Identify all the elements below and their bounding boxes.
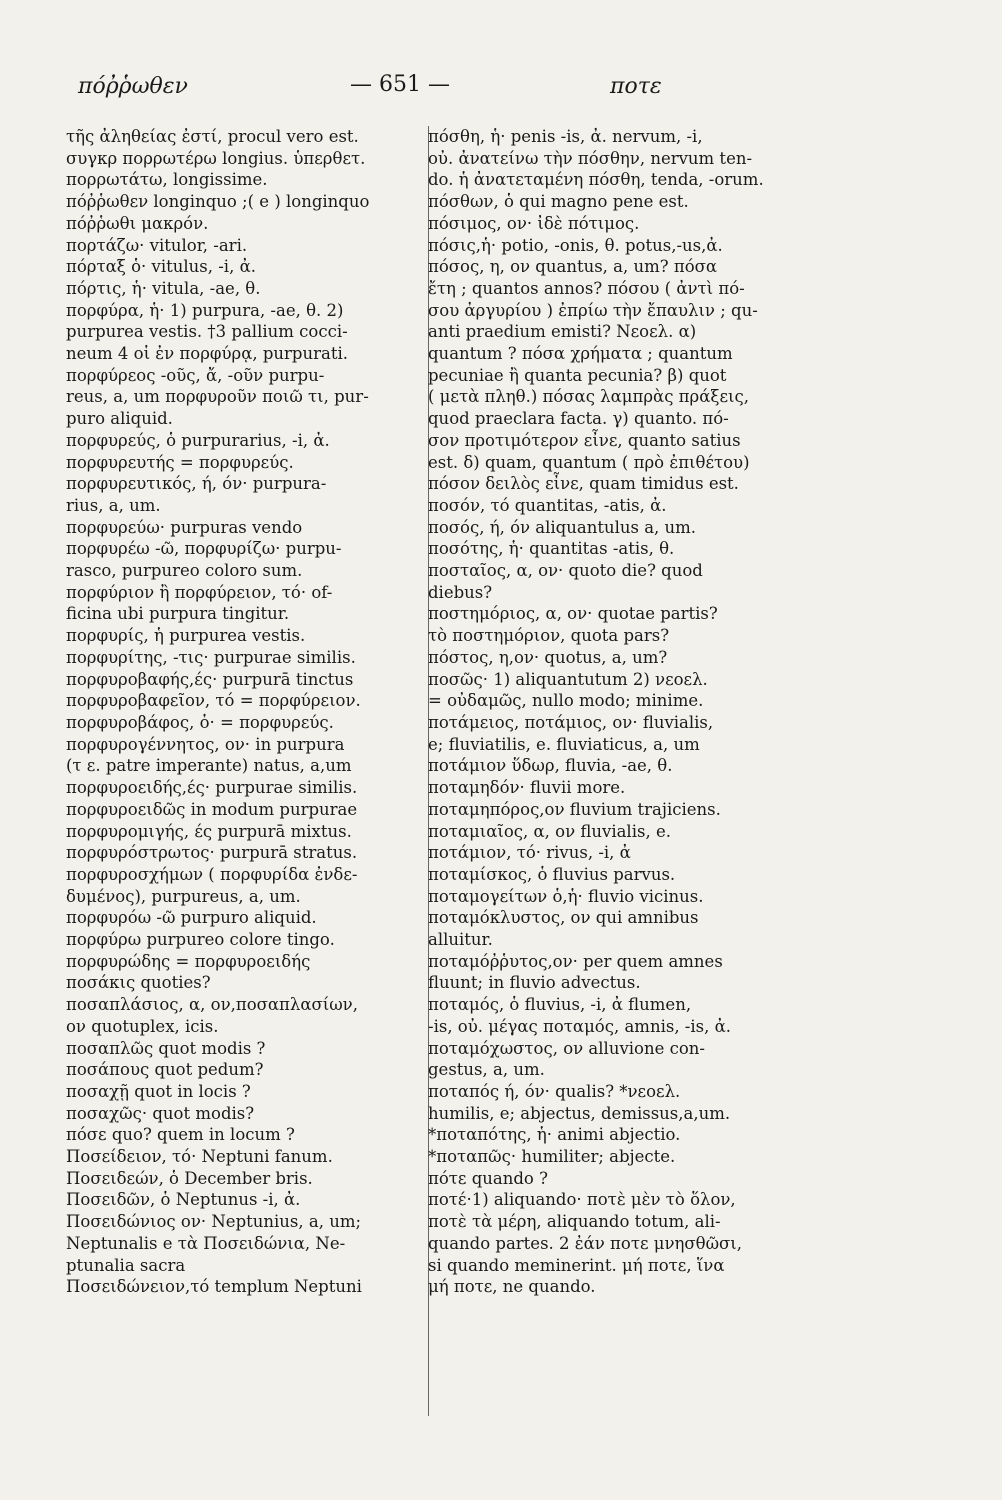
dictionary-entry-line: πορφυρευτής = πορφυρεύς. xyxy=(66,452,294,472)
dictionary-entry-line: ποσαπλῶς quot modis ? xyxy=(66,1038,266,1058)
dictionary-entry-line: ἔτη ; quantos annos? πόσου ( ἀντὶ πό- xyxy=(428,278,745,298)
dictionary-entry-line: do. ἡ ἀνατεταμένη πόσθη, tenda, -orum. xyxy=(428,170,764,190)
dictionary-entry-line: *ποταπῶς· humiliter; abjecte. xyxy=(428,1147,676,1167)
dictionary-entry-line: gestus, a, um. xyxy=(428,1060,545,1080)
dictionary-entry-line: pecuniae ἢ quanta pecunia? β) quot xyxy=(428,365,727,385)
dictionary-entry-line: δυμένος), purpureus, a, um. xyxy=(66,886,301,906)
dictionary-entry-line: ποταμογείτων ὁ,ἡ· fluvio vicinus. xyxy=(428,886,704,906)
dictionary-entry-line: σον προτιμότερον εἶνε, quanto satius xyxy=(428,430,741,450)
dictionary-entry-line: est. δ) quam, quantum ( πρὸ ἐπιθέτου) xyxy=(428,452,750,472)
dictionary-entry-line: e; fluviatilis, e. fluviaticus, a, um xyxy=(428,734,700,754)
dictionary-entry-line: puro aliquid. xyxy=(66,409,173,429)
dictionary-entry-line: ποσόν, τό quantitas, -atis, ἀ. xyxy=(428,495,667,515)
dictionary-entry-line: Neptunalis e τὰ Ποσειδώνια, Ne- xyxy=(66,1233,346,1253)
dictionary-entry-line: ( μετὰ πληθ.) πόσας λαμπρὰς πράξεις, xyxy=(428,387,749,407)
dictionary-entry-line: πορφυροσχήμων ( πορφυρίδα ἐνδε- xyxy=(66,864,358,884)
dictionary-entry-line: neum 4 οἱ ἐν πορφύρᾳ, purpurati. xyxy=(66,344,348,364)
dictionary-page xyxy=(50,70,960,1430)
dictionary-entry-line: πορφυρόω -ῶ purpuro aliquid. xyxy=(66,908,317,928)
dictionary-entry-line: Ποσειδεών, ὁ December bris. xyxy=(66,1168,313,1188)
dictionary-entry-line: (τ ε. patre imperante) natus, a,um xyxy=(66,756,352,776)
dictionary-entry-line: ποτάμιον, τό· rivus, -i, ἀ xyxy=(428,843,631,863)
dictionary-entry-line: quando partes. 2 ἐάν ποτε μνησθῶσι, xyxy=(428,1233,743,1253)
dictionary-entry-line: si quando meminerint. μή ποτε, ἵνα xyxy=(428,1255,725,1275)
dictionary-entry-line: alluitur. xyxy=(428,930,493,950)
right-column xyxy=(428,126,948,1298)
dictionary-entry-line: τὸ ποστημόριον, quota pars? xyxy=(428,626,670,646)
dictionary-entry-line: ποσαχῇ quot in locis ? xyxy=(66,1081,251,1101)
dictionary-entry-line: πόῤῥωθεν longinquo ;( e ) longinquo xyxy=(66,192,370,212)
dictionary-entry-line: πορφυρίς, ἡ purpurea vestis. xyxy=(66,626,306,646)
dictionary-entry-line: anti praedium emisti? Νεοελ. α) xyxy=(428,322,697,342)
dictionary-entry-line: rasco, purpureo coloro sum. xyxy=(66,561,303,581)
dictionary-entry-line: πορφυρίτης, -τις· purpurae similis. xyxy=(66,647,356,667)
dictionary-entry-line: πορφυρομιγής, ές purpurā mixtus. xyxy=(66,821,352,841)
dictionary-entry-line: πορφύρεος -οῦς, ἄ, -οῦν purpu- xyxy=(66,365,325,385)
page-header xyxy=(50,70,960,110)
dictionary-entry-line: diebus? xyxy=(428,582,493,602)
dictionary-entry-line: ποταμόκλυστος, ον qui amnibus xyxy=(428,908,699,928)
page-number: — 651 — xyxy=(350,72,450,97)
dictionary-entry-line: πορτάζω· vitulor, -ari. xyxy=(66,235,248,255)
dictionary-entry-line: πορφυρευτικός, ή, όν· purpura- xyxy=(66,474,327,494)
dictionary-entry-line: ficina ubi purpura tingitur. xyxy=(66,604,290,624)
dictionary-entry-line: συγκρ πορρωτέρω longius. ὑπερθετ. xyxy=(66,148,366,168)
dictionary-entry-line: πορφυρώδης = πορφυροειδής xyxy=(66,951,311,971)
dictionary-entry-line: πορφυροβαφής,ές· purpurā tinctus xyxy=(66,669,354,689)
dictionary-entry-line: πορφυρόστρωτος· purpurā stratus. xyxy=(66,843,358,863)
dictionary-entry-line: πόσον δειλὸς εἶνε, quam timidus est. xyxy=(428,474,739,494)
dictionary-entry-line: quod praeclara facta. γ) quanto. πό- xyxy=(428,409,729,429)
dictionary-entry-line: οὐ. ἀνατείνω τὴν πόσθην, nervum ten- xyxy=(428,148,753,168)
dictionary-entry-line: πορφυροβάφος, ὁ· = πορφυρεύς. xyxy=(66,712,334,732)
header-left-guideword: πόῤῥωθεν xyxy=(78,74,188,99)
dictionary-entry-line: ποτάμιον ὕδωρ, fluvia, -ae, θ. xyxy=(428,756,673,776)
dictionary-entry-line: ποταπός ή, όν· qualis? *νεοελ. xyxy=(428,1081,681,1101)
dictionary-entry-line: ποστημόριος, α, ον· quotae partis? xyxy=(428,604,718,624)
dictionary-entry-line: Ποσειδώνειον,τό templum Neptuni xyxy=(66,1277,362,1297)
dictionary-entry-line: ποτὲ τὰ μέρη, aliquando totum, ali- xyxy=(428,1212,721,1232)
dictionary-entry-line: ποταμός, ὁ fluvius, -i, ἀ flumen, xyxy=(428,995,692,1015)
dictionary-entry-line: σου ἀργυρίου ) ἐπρίω τὴν ἔπαυλιν ; qu- xyxy=(428,300,758,320)
dictionary-entry-line: ποταμηδόν· fluvii more. xyxy=(428,778,626,798)
dictionary-entry-line: ptunalia sacra xyxy=(66,1255,186,1275)
dictionary-entry-line: reus, a, um πορφυροῦν ποιῶ τι, pur- xyxy=(66,387,369,407)
dictionary-entry-line: ποσός, ή, όν aliquantulus a, um. xyxy=(428,517,697,537)
dictionary-entry-line: Ποσειδώνιος ον· Neptunius, a, um; xyxy=(66,1212,362,1232)
dictionary-entry-line: *ποταπότης, ἡ· animi abjectio. xyxy=(428,1125,681,1145)
dictionary-entry-line: humilis, e; abjectus, demissus,a,um. xyxy=(428,1103,731,1123)
dictionary-entry-line: πορφύρω purpureo colore tingo. xyxy=(66,930,335,950)
dictionary-entry-line: πόσις,ἡ· potio, -onis, θ. potus,-us,ἀ. xyxy=(428,235,723,255)
dictionary-entry-line: -is, οὐ. μέγας ποταμός, amnis, -is, ἀ. xyxy=(428,1016,732,1036)
dictionary-entry-line: ποσῶς· 1) aliquantutum 2) νεοελ. xyxy=(428,669,708,689)
dictionary-entry-line: ποταμίσκος, ὁ fluvius parvus. xyxy=(428,864,676,884)
dictionary-entry-line: ον quotuplex, icis. xyxy=(66,1016,219,1036)
dictionary-entry-line: πορφυροβαφεῖον, τό = πορφύρειον. xyxy=(66,691,361,711)
dictionary-entry-line: πόρταξ ὁ· vitulus, -i, ἀ. xyxy=(66,257,256,277)
dictionary-entry-line: πόσιμος, ον· ἰδὲ πότιμος. xyxy=(428,213,640,233)
dictionary-entry-line: ποσάκις quoties? xyxy=(66,973,211,993)
dictionary-entry-line: τῆς ἀληθείας ἐστί, procul vero est. xyxy=(66,127,359,146)
dictionary-entry-line: πορφυρεύω· purpuras vendo xyxy=(66,517,303,537)
dictionary-entry-line: = οὐδαμῶς, nullo modo; minime. xyxy=(428,691,704,711)
dictionary-entry-line: πορφύρα, ἡ· 1) purpura, -ae, θ. 2) xyxy=(66,300,344,320)
dictionary-entry-line: ποσότης, ἡ· quantitas -atis, θ. xyxy=(428,539,675,559)
left-column xyxy=(66,126,430,1298)
dictionary-entry-line: πόσε quo? quem in locum ? xyxy=(66,1125,295,1145)
dictionary-entry-line: fluunt; in fluvio advectus. xyxy=(428,973,641,993)
dictionary-entry-line: πορφυροειδής,ές· purpurae similis. xyxy=(66,778,358,798)
dictionary-entry-line: πόσος, η, ον quantus, a, um? πόσα xyxy=(428,257,718,277)
dictionary-entry-line: μή ποτε, ne quando. xyxy=(428,1277,596,1297)
dictionary-entry-line: πορφυρογέννητος, ον· in purpura xyxy=(66,734,345,754)
dictionary-entry-line: ποτάμειος, ποτάμιος, ον· fluvialis, xyxy=(428,712,714,732)
dictionary-entry-line: πότε quando ? xyxy=(428,1168,548,1188)
dictionary-entry-line: ποταμόχωστος, ον alluvione con- xyxy=(428,1038,705,1058)
dictionary-entry-line: πόσθη, ἡ· penis -is, ἀ. nervum, -i, xyxy=(428,127,703,146)
dictionary-entry-line: Ποσείδειον, τό· Neptuni fanum. xyxy=(66,1147,333,1167)
dictionary-entry-line: ποτέ·1) aliquando· ποτὲ μὲν τὸ ὅλον, xyxy=(428,1190,736,1210)
dictionary-entry-line: ποταμηπόρος,ον fluvium trajiciens. xyxy=(428,799,721,819)
header-right-guideword: ποτε xyxy=(610,74,662,99)
dictionary-entry-line: πορρωτάτω, longissime. xyxy=(66,170,268,190)
dictionary-entry-line: πορφυροειδῶς in modum purpurae xyxy=(66,799,358,819)
dictionary-entry-line: rius, a, um. xyxy=(66,495,161,515)
dictionary-entry-line: ποσάπους quot pedum? xyxy=(66,1060,264,1080)
dictionary-entry-line: quantum ? πόσα χρήματα ; quantum xyxy=(428,344,733,364)
dictionary-entry-line: ποταμόῤῥυτος,ον· per quem amnes xyxy=(428,951,723,971)
dictionary-entry-line: πόρτις, ἡ· vitula, -ae, θ. xyxy=(66,278,261,298)
dictionary-entry-line: ποσταῖος, α, ον· quoto die? quod xyxy=(428,561,703,581)
dictionary-entry-line: purpurea vestis. †3 pallium cocci- xyxy=(66,322,348,342)
dictionary-entry-line: πορφύριον ἢ πορφύρειον, τό· of- xyxy=(66,582,333,602)
dictionary-entry-line: πορφυρέω -ῶ, πορφυρίζω· purpu- xyxy=(66,539,342,559)
dictionary-entry-line: Ποσειδῶν, ὁ Neptunus -i, ἀ. xyxy=(66,1190,301,1210)
dictionary-entry-line: ποσαπλάσιος, α, ον,ποσαπλασίων, xyxy=(66,995,358,1015)
dictionary-entry-line: πόῤῥωθι μακρόν. xyxy=(66,213,209,233)
dictionary-entry-line: πόστος, η,ον· quotus, a, um? xyxy=(428,647,668,667)
dictionary-entry-line: ποσαχῶς· quot modis? xyxy=(66,1103,255,1123)
dictionary-entry-line: ποταμιαῖος, α, ον fluvialis, e. xyxy=(428,821,671,841)
dictionary-entry-line: πορφυρεύς, ὁ purpurarius, -i, ἀ. xyxy=(66,430,330,450)
dictionary-entry-line: πόσθων, ὁ qui magno pene est. xyxy=(428,192,689,212)
